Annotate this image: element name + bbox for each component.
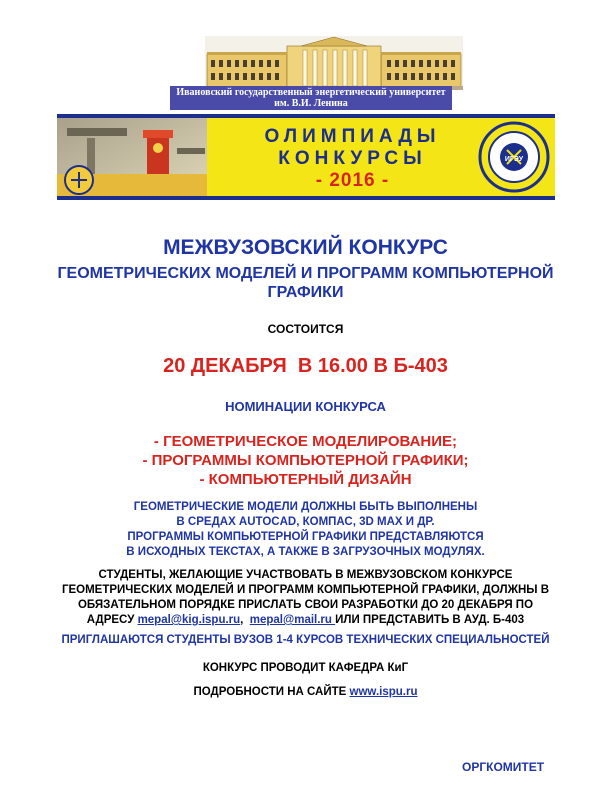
requirements-text	[0, 500, 611, 560]
requirements-line: В ИСХОДНЫХ ТЕКСТАХ, А ТАКЖЕ В ЗАГРУЗОЧНЫХ МОДУЛЯХ.	[126, 546, 485, 558]
university-emblem-icon	[477, 120, 551, 194]
banner-line2: КОНКУРСЫ	[278, 148, 427, 169]
nomination-item: - ПРОГРАММЫ КОМПЬЮТЕРНОЙ ГРАФИКИ;	[142, 452, 469, 469]
event-datetime: 20 ДЕКАБРЯ В 16.00 В Б-403	[163, 355, 448, 377]
engineering-collage-image	[57, 118, 207, 196]
website-line	[0, 686, 611, 698]
address-suffix: ИЛИ ПРЕДСТАВИТЬ В АУД. Б-403	[335, 614, 525, 626]
requirements-line: В СРЕДАХ AUTOCAD, КОМПАС, 3D MAX И ДР.	[176, 516, 435, 528]
takes-place-label: СОСТОИТСЯ	[267, 322, 344, 336]
department-text: КОНКУРС ПРОВОДИТ КАФЕДРА КиГ	[202, 662, 409, 674]
banner-title	[245, 126, 460, 192]
emblem-text: ИГЭУ	[504, 156, 524, 163]
olympiad-banner	[57, 114, 555, 200]
banner-year: - 2016 -	[315, 170, 390, 191]
email-separator: ,	[240, 614, 250, 626]
nomination-item: - КОМПЬЮТЕРНЫЙ ДИЗАЙН	[199, 471, 412, 488]
website-prefix: ПОДРОБНОСТИ НА САЙТЕ	[193, 686, 350, 698]
organizing-committee: ОРГКОМИТЕТ	[462, 760, 545, 774]
email-link-kig[interactable]: mepal@kig.ispu.ru	[137, 614, 241, 626]
nominations-heading: НОМИНАЦИИ КОНКУРСА	[225, 399, 386, 414]
nomination-item: - ГЕОМЕТРИЧЕСКОЕ МОДЕЛИРОВАНИЕ;	[153, 433, 458, 450]
students-line: СТУДЕНТЫ, ЖЕЛАЮЩИЕ УЧАСТВОВАТЬ В МЕЖВУЗОВСКОМ КОНКУРСЕ	[98, 569, 513, 581]
university-name	[150, 86, 472, 110]
students-line: ГЕОМЕТРИЧЕСКИХ МОДЕЛЕЙ И ПРОГРАММ КОМПЬЮТЕРНОЙ ГРАФИКИ, ДОЛЖНЫ В	[61, 584, 550, 596]
website-link[interactable]: www.ispu.ru	[349, 686, 418, 698]
university-name-line1: Ивановский государственный энергетический университет	[176, 87, 446, 98]
students-line: ОБЯЗАТЕЛЬНОМ ПОРЯДКЕ ПРИСЛАТЬ СВОИ РАЗРАБОТКИ ДО 20 ДЕКАБРЯ ПО	[77, 599, 534, 611]
nominations-list	[0, 432, 611, 489]
banner-line1: ОЛИМПИАДЫ	[264, 126, 441, 147]
contest-subtitle	[0, 264, 611, 302]
contest-title: МЕЖВУЗОВСКИЙ КОНКУРС	[163, 236, 448, 259]
contest-subtitle-line1: ГЕОМЕТРИЧЕСКИХ МОДЕЛЕЙ И ПРОГРАММ КОМПЬЮТЕРНОЙ	[57, 265, 554, 282]
students-line	[0, 613, 611, 628]
email-link-mail[interactable]: mepal@mail.ru	[249, 614, 336, 626]
requirements-line: ГЕОМЕТРИЧЕСКИЕ МОДЕЛИ ДОЛЖНЫ БЫТЬ ВЫПОЛНЕНЫ	[133, 501, 478, 513]
requirements-line: ПРОГРАММЫ КОМПЬЮТЕРНОЙ ГРАФИКИ ПРЕДСТАВЛЯЮТСЯ	[127, 531, 484, 543]
contest-subtitle-line2: ГРАФИКИ	[267, 284, 344, 301]
students-instructions	[0, 568, 611, 628]
invitation-text: ПРИГЛАШАЮТСЯ СТУДЕНТЫ ВУЗОВ 1-4 КУРСОВ ТЕХНИЧЕСКИХ СПЕЦИАЛЬНОСТЕЙ	[61, 634, 550, 646]
university-building-image	[205, 36, 463, 90]
address-prefix: АДРЕСУ	[86, 614, 138, 626]
university-name-line2: им. В.И. Ленина	[274, 98, 348, 109]
